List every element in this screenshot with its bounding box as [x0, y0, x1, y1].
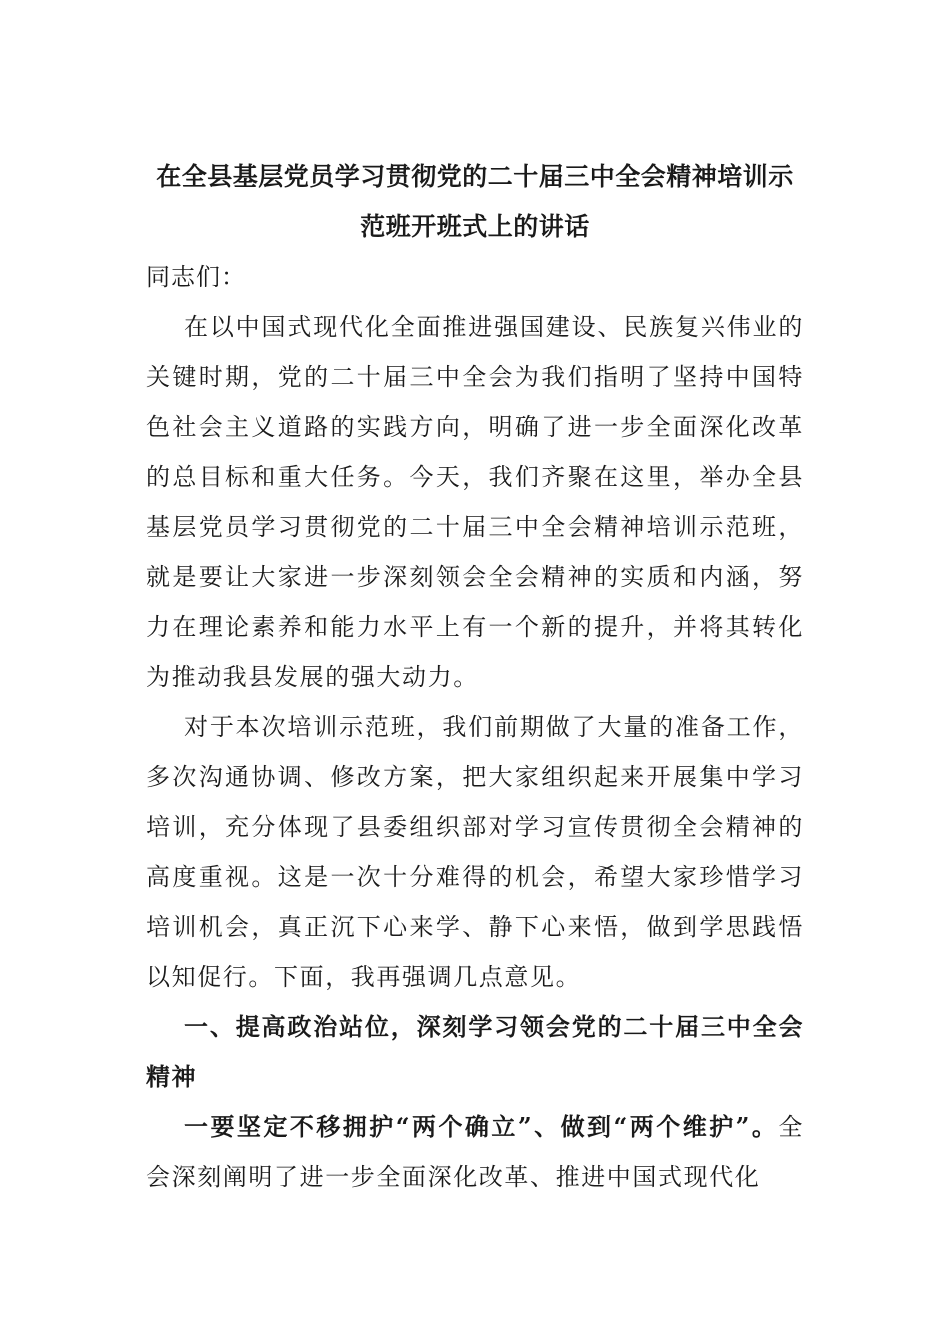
title-line-1: 在全县基层党员学习贯彻党的二十届三中全会精神培训示	[156, 162, 794, 191]
paragraph-subsection-1	[146, 1102, 804, 1202]
paragraph-preparation: 对于本次培训示范班，我们前期做了大量的准备工作，多次沟通协调、修改方案，把大家组织起来开展集中学习培训，充分体现了县委组织部对学习宣传贯彻全会精神的高度重视。这是一次十分难得的机会，希望大家珍惜学习培训机会，真正沉下心来学、静下心来悟，做到学思践悟以知促行。下面，我再强调几点意见。	[146, 713, 804, 991]
paragraph-intro: 在以中国式现代化全面推进强国建设、民族复兴伟业的关键时期，党的二十届三中全会为我们指明了坚持中国特色社会主义道路的实践方向，明确了进一步全面深化改革的总目标和重大任务。今天，我们齐聚在这里，举办全县基层党员学习贯彻党的二十届三中全会精神培训示范班，就是要让大家进一步深刻领会全会精神的实质和内涵，努力在理论素养和能力水平上有一个新的提升，并将其转化为推动我县发展的强大动力。	[146, 313, 804, 691]
document-body	[146, 152, 804, 1202]
section-heading-1: 一、提高政治站位，深刻学习领会党的二十届三中全会精神	[146, 1012, 804, 1091]
title-line-2: 范班开班式上的讲话	[360, 212, 590, 241]
salutation: 同志们：	[146, 263, 246, 291]
subsection-text: 全会深刻阐明了进一步全面深化改革、推进中国式现代化	[146, 1113, 804, 1191]
subsection-lead: 一要坚定不移拥护“两个确立”、做到“两个维护”。	[184, 1112, 779, 1141]
document-title	[146, 152, 804, 252]
